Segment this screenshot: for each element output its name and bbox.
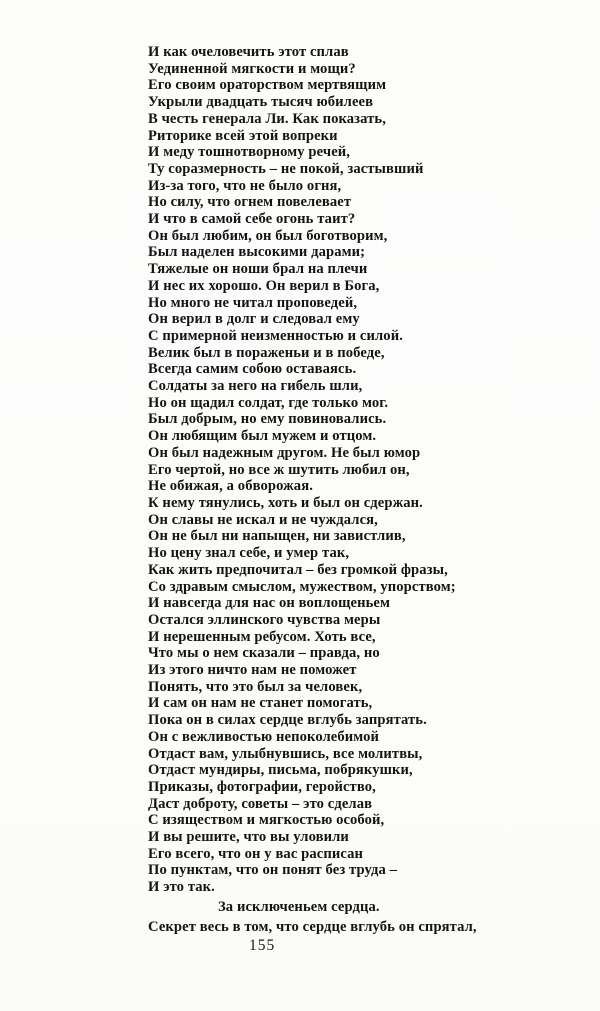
poem-line: Он любящим был мужем и отцом. — [148, 428, 377, 445]
poem-line: Всегда самим собою оставаясь. — [148, 361, 357, 378]
poem-line: С примерной неизменностью и силой. — [148, 327, 403, 344]
poem-line: И нерешенным ребусом. Хоть все, — [148, 628, 376, 645]
poem-text — [148, 44, 478, 935]
poem-line: Из этого ничто нам не поможет — [148, 662, 357, 679]
poem-line: Но цену знал себе, и умер так, — [148, 545, 350, 562]
poem-line: Он с вежливостью непоколебимой — [148, 728, 380, 745]
poem-line: Был наделен высокими дарами; — [148, 244, 366, 261]
poem-line: Но силу, что огнем повелевает — [148, 194, 352, 211]
poem-line: И вы решите, что вы уловили — [148, 829, 349, 846]
poem-line: И меду тошнотворному речей, — [148, 144, 351, 161]
poem-line: Но много не читал проповедей, — [148, 294, 358, 311]
poem-line: Его своим ораторством мертвящим — [148, 77, 387, 94]
poem-line: Из-за того, что не было огня, — [148, 177, 342, 194]
poem-line: Но он щадил солдат, где только мог. — [148, 394, 389, 411]
poem-line: В честь генерала Ли. Как показать, — [148, 110, 386, 127]
poem-line: Он был любим, он был боготворим, — [148, 227, 388, 244]
poem-line: И что в самой себе огонь таит? — [148, 211, 356, 228]
poem-line: Как жить предпочитал – без громкой фразы, — [148, 561, 448, 578]
page-number: 155 — [249, 937, 276, 954]
poem-line: Он верил в долг и следовал ему — [148, 311, 360, 328]
poem-line: Тяжелые он ноши брал на плечи — [148, 261, 368, 278]
poem-line: Даст доброту, советы – это сделав — [148, 795, 373, 812]
poem-line: Его всего, что он у вас расписан — [148, 845, 364, 862]
poem-line: И сам он нам не станет помогать, — [148, 695, 373, 712]
poem-line: Отдаст вам, улыбнувшись, все молитвы, — [148, 745, 423, 762]
poem-line: Уединенной мягкости и мощи? — [148, 60, 356, 77]
poem-line: И как очеловечить этот сплав — [148, 44, 349, 60]
poem-line: Со здравым смыслом, мужеством, упорством; — [148, 578, 456, 595]
poem-line: Велик был в пораженьи и в победе, — [148, 344, 385, 361]
poem-line: Солдаты за него на гибель шли, — [148, 378, 363, 395]
poem-line: Риторике всей этой вопреки — [148, 127, 338, 144]
poem-line: Он не был ни напыщен, ни завистлив, — [148, 528, 406, 545]
poem-line: Укрыли двадцать тысяч юбилеев — [148, 94, 374, 111]
poem-line: Был добрым, но ему повиновались. — [148, 411, 387, 428]
poem-line: За исключеньем сердца. — [218, 898, 380, 915]
poem-line: Что мы о нем сказали – правда, но — [148, 645, 380, 662]
poem-line: Отдаст мундиры, письма, побрякушки, — [148, 762, 413, 779]
poem-line: С изяществом и мягкостью особой, — [148, 812, 385, 829]
poem-line: И нес их хорошо. Он верил в Бога, — [148, 277, 380, 294]
poem-line: По пунктам, что он понят без труда – — [148, 862, 397, 879]
poem-line: И навсегда для нас он воплощеньем — [148, 595, 391, 612]
poem-line: Секрет весь в том, что сердце вглубь он спрятал, — [148, 918, 477, 935]
poem-line: Он славы не искал и не чуждался, — [148, 511, 378, 528]
poem-line: Не обижая, а обворожая. — [148, 478, 313, 495]
poem-line: Приказы, фотографии, геройство, — [148, 778, 376, 795]
poem-line: Понять, что это был за человек, — [148, 678, 363, 695]
poem-line: И это так. — [148, 879, 215, 896]
poem-line: Его чертой, но все ж шутить любил он, — [148, 461, 410, 478]
poem-line: Пока он в силах сердце вглубь запрятать. — [148, 712, 427, 729]
poem-line: К нему тянулись, хоть и был он сдержан. — [148, 494, 423, 511]
poem-line: Он был надежным другом. Не был юмор — [148, 444, 421, 461]
poem-line: Остался эллинского чувства меры — [148, 611, 381, 628]
poem-line: Ту соразмерность – не покой, застывший — [148, 160, 424, 177]
